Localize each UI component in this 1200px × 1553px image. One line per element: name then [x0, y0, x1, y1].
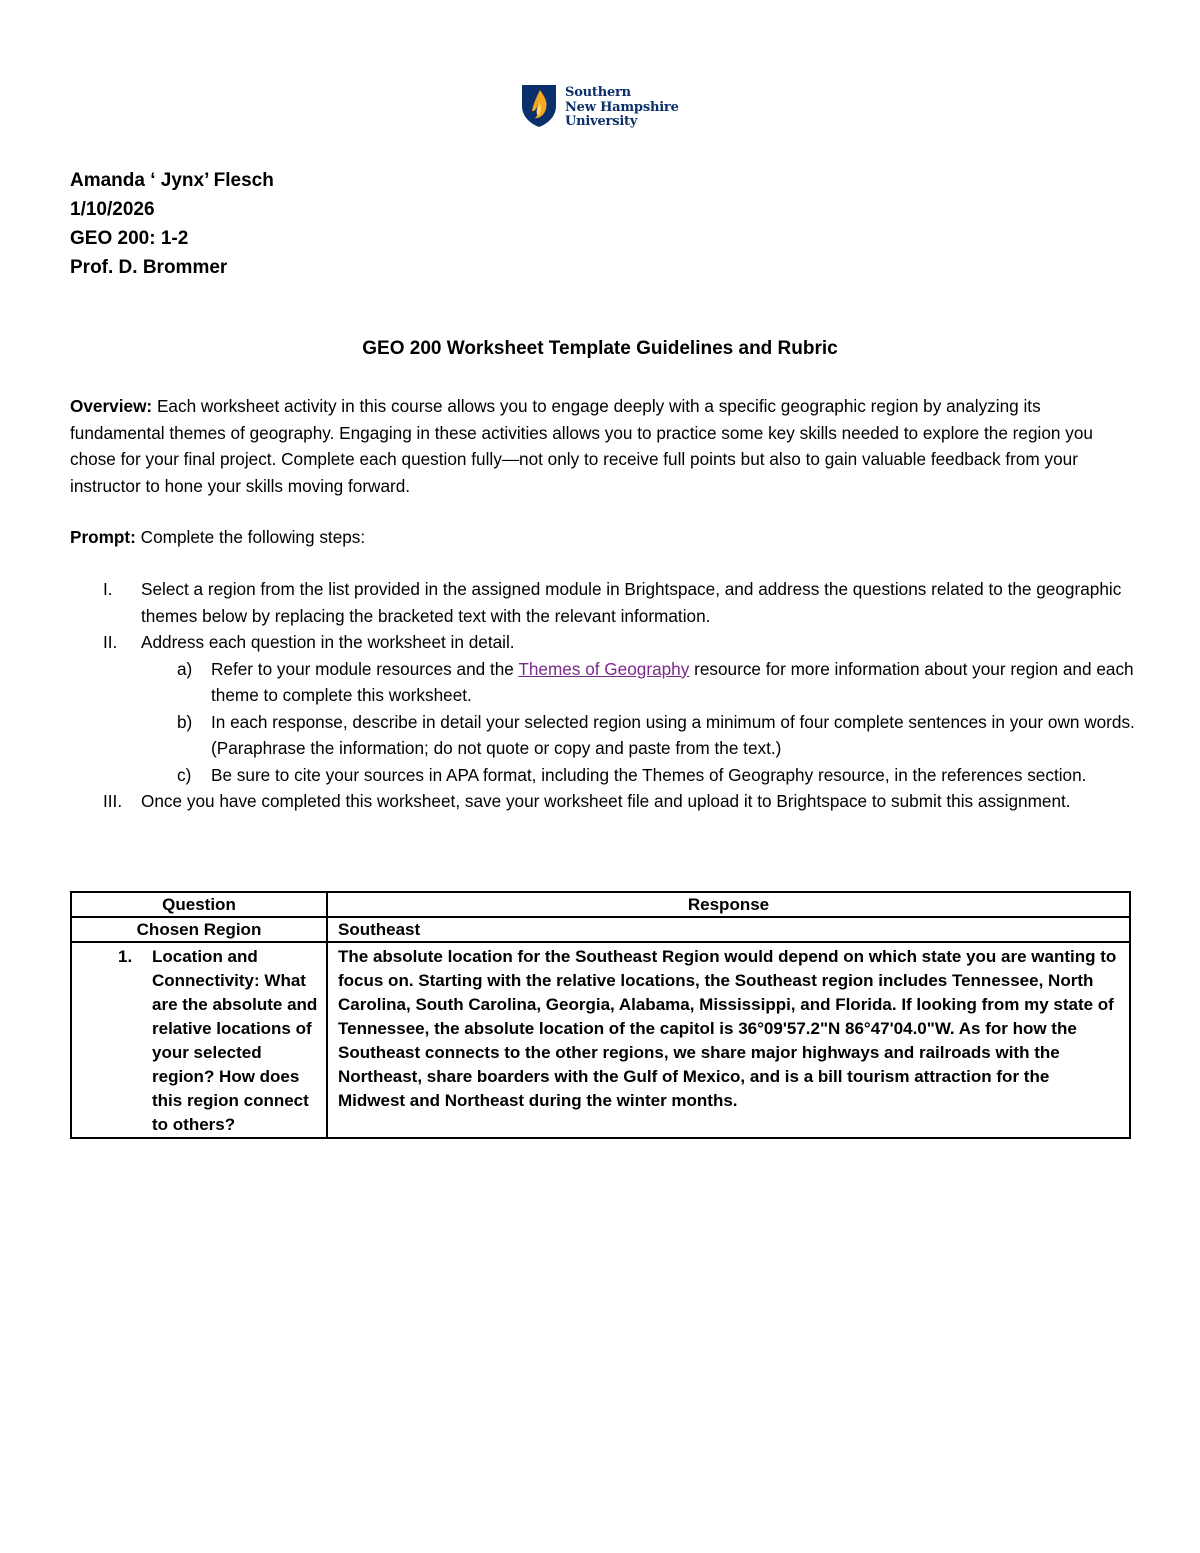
- table-row: [71, 917, 1130, 942]
- overview-paragraph: [70, 393, 1135, 499]
- list-item: [70, 576, 1135, 629]
- table-header-row: [71, 892, 1130, 917]
- substep-text-after: resource for more information about your region and each theme to complete this worksheet.: [211, 658, 1134, 705]
- step-number: II.: [103, 632, 118, 652]
- step-text: Once you have completed this worksheet, save your worksheet file and upload it to Brightspace to submit this assignment.: [141, 791, 1071, 811]
- prompt-paragraph: [70, 524, 1135, 551]
- substep-text: In each response, describe in detail your selected region using a minimum of four complete sentences in your own words. (Paraphrase the information; do not quote or copy and paste from the text.): [211, 711, 1135, 758]
- step-number: I.: [103, 579, 113, 599]
- snhu-logo: [521, 84, 679, 130]
- worksheet-table: [70, 891, 1131, 1139]
- question-number: 1.: [118, 947, 133, 966]
- list-item: [70, 788, 1135, 815]
- column-header-question: Question: [71, 892, 327, 917]
- overview-label: Overview:: [70, 396, 153, 416]
- student-name: Amanda ‘ Jynx’ Flesch: [70, 170, 274, 191]
- wordmark-line-1: Southern: [565, 85, 631, 100]
- overview-text: Each worksheet activity in this course allows you to engage deeply with a specific geographic region by analyzing its fundamental themes of geography. Engaging in these activities allows you to practice some key skills needed to explore the region you chose for your final project. Complete each question fully—not only to receive full points but also to gain valuable feedback from your instructor to hone your skills moving forward.: [70, 396, 1093, 496]
- substep-mark: b): [177, 711, 193, 732]
- submission-date: 1/10/2026: [70, 199, 155, 220]
- substep-text-before: Refer to your module resources and the: [211, 658, 519, 679]
- university-wordmark: [565, 86, 679, 130]
- substep-text: [211, 656, 1135, 709]
- list-item: [177, 656, 1135, 709]
- list-item: [177, 762, 1135, 789]
- column-header-response: Response: [327, 892, 1130, 917]
- step-text: Select a region from the list provided in the assigned module in Brightspace, and address the questions related to the geographic themes below by replacing the bracketed text with the relevant information.: [141, 579, 1122, 626]
- prompt-text: Complete the following steps:: [135, 527, 366, 547]
- wordmark-line-2: New Hampshire: [565, 99, 679, 115]
- document-title: GEO 200 Worksheet Template Guidelines and Rubric: [362, 338, 838, 359]
- question-cell: [71, 942, 327, 1138]
- steps-list: [70, 576, 1135, 815]
- response-cell[interactable]: The absolute location for the Southeast Region would depend on which state you are wanting to focus on. Starting with the relative locations, the Southeast region includes Tennessee, North Carolina, South Carolina, Georgia, Alabama, Mississippi, and Florida. If looking from my state of Tennessee, the absolute location of the capitol is 36°09'57.2"N 86°47'04.0"W. As for how the Southeast connects to the other regions, we share major highways and railroads with the Northeast, share boarders with the Gulf of Mexico, and is a bill tourism attraction for the Midwest and Northeast during the winter months.: [327, 942, 1130, 1138]
- professor-name: Prof. D. Brommer: [70, 257, 228, 278]
- shield-flame-icon: [521, 84, 557, 128]
- substep-text: Be sure to cite your sources in APA format, including the Themes of Geography resource, in the references section.: [211, 764, 1087, 785]
- step-number: III.: [103, 791, 123, 811]
- step-text: Address each question in the worksheet in detail.: [141, 632, 515, 652]
- wordmark-line-3: University: [565, 114, 638, 129]
- student-header: [70, 166, 274, 282]
- question-text: Location and Connectivity: What are the absolute and relative locations of your selected region? How does this region connect to others?: [152, 947, 318, 1134]
- substep-mark: c): [177, 764, 192, 785]
- substep-mark: a): [177, 658, 193, 679]
- list-item: [70, 629, 1135, 656]
- chosen-region-value[interactable]: Southeast: [327, 917, 1130, 942]
- course-code: GEO 200: 1-2: [70, 228, 189, 249]
- table-row: [71, 942, 1130, 1138]
- themes-of-geography-link[interactable]: Themes of Geography: [518, 658, 690, 679]
- chosen-region-label: Chosen Region: [71, 917, 327, 942]
- list-item: [177, 709, 1135, 762]
- prompt-label: Prompt:: [70, 527, 136, 547]
